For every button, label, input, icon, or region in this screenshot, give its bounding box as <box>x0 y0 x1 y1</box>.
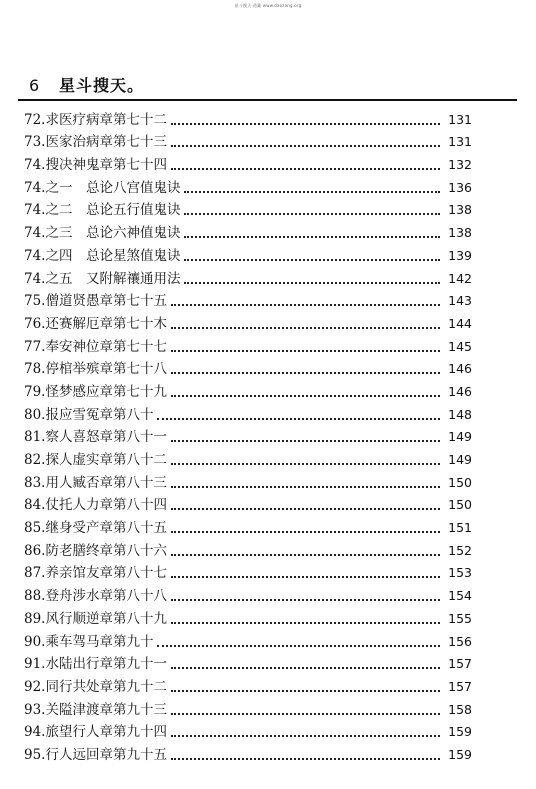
dot-leader <box>171 757 440 760</box>
toc-entry-page: 145 <box>448 338 472 354</box>
toc-entry <box>24 356 472 379</box>
toc-entry-page: 138 <box>448 225 472 241</box>
toc-entry <box>24 265 472 288</box>
toc-entry-page: 158 <box>448 701 472 717</box>
dot-leader <box>171 144 440 147</box>
toc-entry-title: 74.之四 总论星煞值鬼诀 <box>24 247 181 264</box>
toc-entry <box>24 424 472 447</box>
toc-entry <box>24 560 472 583</box>
toc-entry <box>24 741 472 764</box>
toc-entry-title: 92.同行共处章第九十二 <box>24 678 167 695</box>
toc-entry-page: 155 <box>448 610 472 626</box>
toc-entry-page: 139 <box>448 247 472 263</box>
toc-entry-title: 80.报应雪冤章第八十 <box>24 406 154 423</box>
toc-entry-page: 132 <box>448 157 472 173</box>
toc-entry <box>24 537 472 560</box>
toc-entry <box>24 469 472 492</box>
toc-entry-page: 146 <box>448 361 472 377</box>
toc-entry-title: 83.用人臧否章第八十三 <box>24 474 167 491</box>
toc-entry-page: 156 <box>448 633 472 649</box>
toc-entry-page: 149 <box>448 429 472 445</box>
dot-leader <box>171 326 440 329</box>
dot-leader <box>171 689 440 692</box>
running-title: 星斗搜天。 <box>59 76 145 95</box>
toc-entry-page: 152 <box>448 542 472 558</box>
dot-leader <box>171 712 440 715</box>
toc-entry-title: 74.搜决神鬼章第七十四 <box>24 157 167 174</box>
toc-entry <box>24 310 472 333</box>
toc-entry-page: 136 <box>448 179 472 195</box>
toc-entry-title: 74.之五 又附解禳通用法 <box>24 270 181 287</box>
toc-entry <box>24 151 472 174</box>
toc-entry-title: 84.仗托人力章第八十四 <box>24 497 167 514</box>
toc-entry-page: 143 <box>448 293 472 309</box>
toc-entry <box>24 628 472 651</box>
toc-entry-page: 131 <box>448 134 472 150</box>
dot-leader <box>171 349 440 352</box>
toc-entry-title: 82.探人虚实章第八十二 <box>24 452 167 468</box>
toc-entry-page: 150 <box>448 474 472 490</box>
toc-entry <box>24 605 472 628</box>
watermark-text: 星斗搜天·道藏 www.daozang.org <box>234 3 302 8</box>
toc-entry <box>24 446 472 469</box>
dot-leader <box>157 417 440 420</box>
toc-entry-page: 157 <box>448 678 472 694</box>
page-number: 6 <box>29 76 40 95</box>
toc-entry <box>24 129 472 152</box>
toc-entry-page: 144 <box>448 315 472 331</box>
dot-leader <box>171 122 440 125</box>
toc-entry-title: 74.之二 总论五行值鬼诀 <box>24 202 181 219</box>
toc-entry-page: 159 <box>448 746 472 762</box>
toc-entry <box>24 696 472 719</box>
dot-leader <box>171 439 440 442</box>
header-rule <box>18 99 517 101</box>
page-header <box>29 73 144 96</box>
toc-entry-page: 154 <box>448 588 472 604</box>
dot-leader <box>171 734 440 737</box>
toc-entry-page: 131 <box>448 111 472 127</box>
toc-entry-page: 148 <box>448 406 472 422</box>
dot-leader <box>184 190 440 193</box>
toc-entry-title: 74.之三 总论六神值鬼诀 <box>24 225 181 242</box>
toc-entry <box>24 582 472 605</box>
toc-entry-title: 72.求医疗病章第七十二 <box>24 111 167 128</box>
toc-entry-page: 157 <box>448 656 472 672</box>
toc-entry-title: 94.旅望行人章第九十四 <box>24 724 167 741</box>
toc-entry <box>24 106 472 129</box>
dot-leader <box>171 371 440 374</box>
dot-leader <box>184 281 440 284</box>
toc-entry <box>24 651 472 674</box>
dot-leader <box>171 666 440 669</box>
toc-entry-page: 146 <box>448 383 472 399</box>
toc-entry <box>24 719 472 742</box>
toc-entry-page: 159 <box>448 724 472 740</box>
toc-entry <box>24 333 472 356</box>
dot-leader <box>171 575 440 578</box>
toc-entry-page: 153 <box>448 565 472 581</box>
dot-leader <box>171 485 440 488</box>
dot-leader <box>184 235 440 238</box>
toc-entry-page: 142 <box>448 270 472 286</box>
dot-leader <box>171 462 440 465</box>
toc-entry-title: 74.之一 总论八宫值鬼诀 <box>24 179 181 196</box>
dot-leader <box>171 598 440 601</box>
dot-leader <box>157 644 440 647</box>
toc-entry <box>24 242 472 265</box>
dot-leader <box>171 530 440 533</box>
toc-entry <box>24 219 472 242</box>
dot-leader <box>171 621 440 624</box>
toc-entry-title: 76.还赛解厄章第七十木 <box>24 315 167 332</box>
toc-entry <box>24 197 472 220</box>
toc-entry <box>24 174 472 197</box>
table-of-contents <box>24 106 472 764</box>
toc-entry <box>24 673 472 696</box>
dot-leader <box>184 258 440 261</box>
dot-leader <box>171 553 440 556</box>
dot-leader <box>184 212 440 215</box>
toc-entry <box>24 401 472 424</box>
toc-entry <box>24 492 472 515</box>
toc-entry-title: 86.防老膳终章第八十六 <box>24 542 167 559</box>
toc-entry-title: 88.登舟涉水章第八十八 <box>24 588 167 605</box>
dot-leader <box>171 167 440 170</box>
toc-entry-title: 95.行人远回章第九十五 <box>24 746 167 763</box>
toc-entry-title: 91.水陆出行章第九十一 <box>24 656 167 673</box>
toc-entry-title: 79.怪梦感应章第七十九 <box>24 383 167 400</box>
toc-entry-title: 73.医家治病章第七十三 <box>24 134 167 151</box>
toc-entry-title: 77.奉安神位章第七十七 <box>24 338 167 355</box>
toc-entry-page: 149 <box>448 452 472 467</box>
dot-leader <box>171 507 440 510</box>
dot-leader <box>171 394 440 397</box>
toc-entry-title: 87.养亲馆友章第八十七 <box>24 565 167 582</box>
toc-entry-page: 138 <box>448 202 472 218</box>
toc-entry-title: 93.关隘津渡章第九十三 <box>24 701 167 718</box>
toc-entry <box>24 288 472 311</box>
toc-entry-title: 75.僧道贤愚章第七十五 <box>24 293 167 310</box>
toc-entry <box>24 378 472 401</box>
toc-entry-title: 89.风行顺逆章第八十九 <box>24 610 167 627</box>
toc-entry-page: 151 <box>448 520 472 536</box>
toc-entry-title: 90.乘车驾马章第九十 <box>24 633 154 650</box>
toc-entry-page: 150 <box>448 497 472 513</box>
toc-entry <box>24 514 472 537</box>
toc-entry-title: 81.察人喜怒章第八十一 <box>24 429 167 446</box>
toc-entry-title: 85.继身受产章第八十五 <box>24 520 167 537</box>
dot-leader <box>171 303 440 306</box>
toc-entry-title: 78.停棺举殡章第七十八 <box>24 361 167 378</box>
